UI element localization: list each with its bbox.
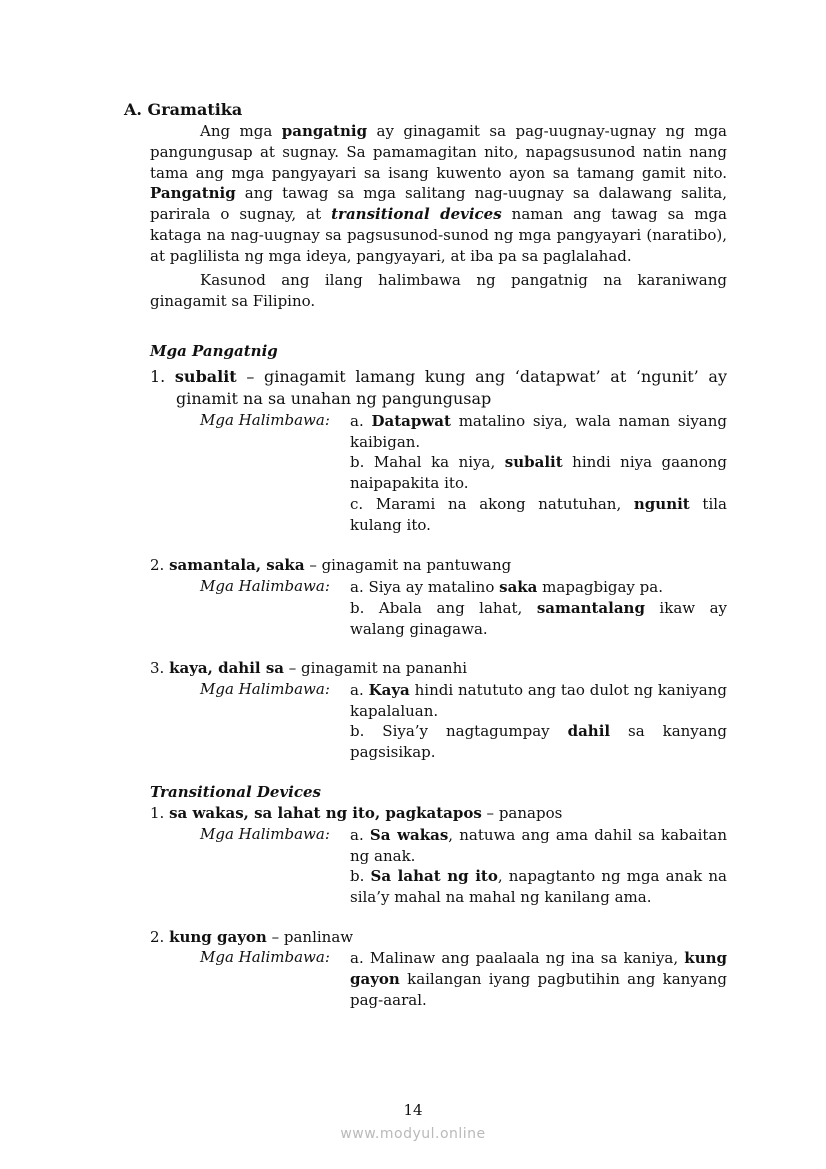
- example-label: Mga Halimbawa:: [200, 948, 330, 966]
- example-a: a. Sa wakas, natuwa ang ama dahil sa kabaitan ng anak.: [350, 826, 728, 865]
- transitional-item-kung-gayon: 2. kung gayon – panlinaw: [150, 928, 354, 946]
- pangatnig-item-subalit: 1. subalit – ginagamit lamang kung ang ‘datapwat’ at ‘ngunit’ ay ginamit na sa unahan ng pangungusap: [150, 367, 727, 408]
- example-a: a. Kaya hindi natututo ang tao dulot ng kaniyang kapalaluan.: [350, 681, 727, 720]
- transitional-item-sa-wakas: 1. sa wakas, sa lahat ng ito, pagkatapos – panapos: [150, 804, 563, 822]
- example-label: Mga Halimbawa:: [200, 411, 330, 429]
- example-a: a. Siya ay matalino saka mapagbigay pa.: [350, 578, 663, 596]
- section-heading: A. Gramatika: [124, 100, 243, 119]
- pangatnig-item-kaya: 3. kaya, dahil sa – ginagamit na pananhi: [150, 659, 468, 677]
- pangatnig-subheading: Mga Pangatnig: [150, 342, 278, 360]
- transitional-subheading: Transitional Devices: [150, 783, 322, 801]
- watermark: www.modyul.online: [340, 1126, 486, 1142]
- example-label: Mga Halimbawa:: [200, 577, 330, 595]
- example-label: Mga Halimbawa:: [200, 825, 330, 843]
- example-b: b. Sa lahat ng ito, napagtanto ng mga anak na sila’y mahal na mahal ng kanilang ama.: [350, 867, 728, 906]
- page-number: 14: [403, 1101, 423, 1119]
- intro-paragraph: Ang mga pangatnig ay ginagamit sa pag-uugnay-ugnay ng mga pangungusap at sugnay. Sa pamamagitan nito, napagsusunod natin nang tama ang mga pangyayari sa isang kuwento ayon sa tamang gamit nito. Pangatnig ang tawag sa mga salitang nag-uugnay sa dalawang salita, parirala o sugnay, at transitional devices naman ang tawag sa mga kataga na nag-uugnay sa pagsusunod-sunod ng mga pangyayari (naratibo), at paglilista ng mga ideya, pangyayari, at iba pa sa paglalahad.: [150, 122, 727, 265]
- example-a: a. Malinaw ang paalaala ng ina sa kaniya, kung gayon kailangan iyang pagbutihin ang kanyang pag-aaral.: [350, 949, 727, 1009]
- example-label: Mga Halimbawa:: [200, 680, 330, 698]
- pangatnig-item-samantala: 2. samantala, saka – ginagamit na pantuwang: [150, 556, 512, 574]
- example-b: b. Abala ang lahat, samantalang ikaw ay walang ginagawa.: [350, 599, 728, 638]
- intro-paragraph-2: Kasunod ang ilang halimbawa ng pangatnig na karaniwang ginagamit sa Filipino.: [150, 271, 727, 310]
- example-a: a. Datapwat matalino siya, wala naman siyang kaibigan.: [350, 412, 727, 451]
- example-c: c. Marami na akong natutuhan, ngunit tila kulang ito.: [350, 495, 727, 534]
- example-b: b. Siya’y nagtagumpay dahil sa kanyang pagsisikap.: [350, 722, 727, 761]
- example-b: b. Mahal ka niya, subalit hindi niya gaanong naipapakita ito.: [350, 453, 727, 492]
